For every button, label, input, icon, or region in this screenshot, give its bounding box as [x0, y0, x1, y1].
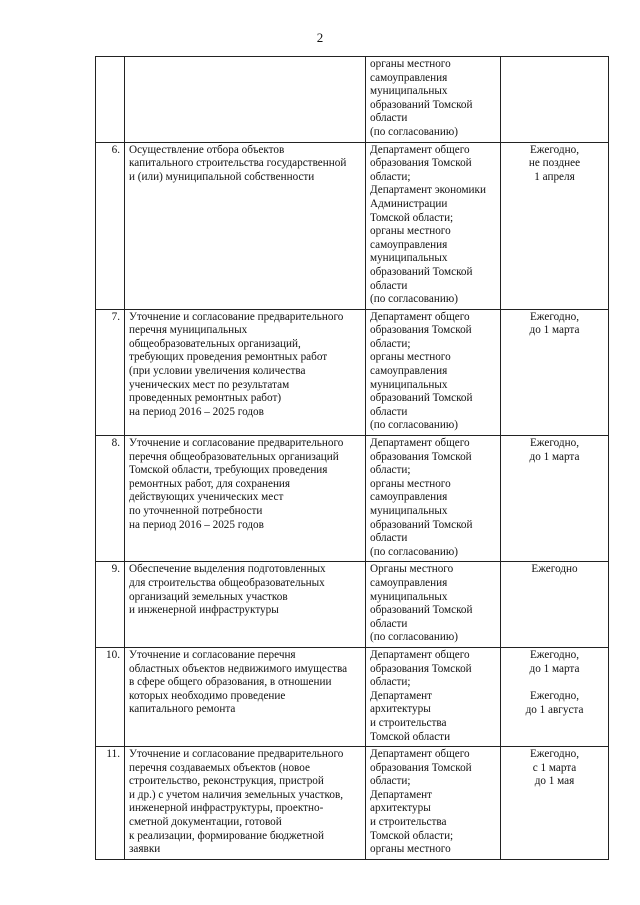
cell-line: Томской области;: [370, 211, 454, 224]
cell-line: и строительства: [370, 816, 447, 829]
cell-line: самоуправления: [370, 491, 448, 504]
cell-line: органы местного: [370, 477, 451, 490]
cell-line: Ежегодно,: [529, 690, 580, 703]
cell-line: области: [370, 405, 408, 418]
cell-line: муниципальных: [370, 378, 448, 391]
cell-line: Ежегодно,: [529, 310, 580, 323]
cell-line: капитального строительства государственной: [129, 157, 347, 170]
row-number-cell: 7.: [96, 309, 125, 435]
cell-line: образований Томской: [370, 518, 473, 531]
action-cell: [125, 142, 366, 309]
page-number: 2: [316, 30, 324, 45]
cell-line: образований Томской: [370, 265, 473, 278]
cell-line: организаций земельных участков: [129, 590, 288, 603]
cell-line: органы местного: [370, 225, 451, 238]
cell-line: и (или) муниципальной собственности: [129, 170, 315, 183]
measures-table: [95, 56, 609, 860]
cell-line: для строительства общеобразовательных: [129, 576, 325, 589]
cell-line: Органы местного: [370, 563, 454, 576]
cell-line: Томской области: [370, 730, 451, 743]
executor-cell: [366, 142, 501, 309]
cell-line: с 1 марта: [532, 761, 577, 774]
cell-line: (по согласованию): [370, 293, 458, 306]
cell-line: области: [370, 532, 408, 545]
cell-line: Департамент общего: [370, 310, 470, 323]
cell-line: (при условии увеличения количества: [129, 365, 306, 378]
executor-cell: [366, 647, 501, 746]
cell-line: перечня муниципальных: [129, 324, 248, 337]
cell-line: области;: [370, 464, 411, 477]
cell-line: (по согласованию): [370, 419, 458, 432]
cell-line: Уточнение и согласование предварительного: [129, 437, 344, 450]
deadline-cell: [501, 309, 609, 435]
cell-line: самоуправления: [370, 71, 448, 84]
cell-line: муниципальных: [370, 505, 448, 517]
cell-line: органы местного: [370, 843, 451, 856]
cell-line: (по согласованию): [370, 545, 458, 558]
row-number-cell: 10.: [96, 647, 125, 746]
row-number-cell: 11.: [96, 747, 125, 860]
cell-line: самоуправления: [370, 238, 448, 251]
cell-line: Осуществление отбора объектов: [129, 143, 285, 156]
table-row: [96, 57, 609, 143]
cell-line: образования Томской: [370, 761, 472, 774]
cell-line: (по согласованию): [370, 125, 458, 138]
cell-line: до 1 марта: [529, 662, 580, 675]
table-row: [96, 309, 609, 435]
cell-line: Ежегодно,: [529, 437, 580, 450]
table-row: [96, 747, 609, 860]
cell-line: Ежегодно,: [529, 748, 580, 761]
action-cell: [125, 647, 366, 746]
cell-line: архитектуры: [370, 703, 431, 716]
cell-line: заявки: [129, 843, 161, 856]
cell-line: области;: [370, 337, 411, 350]
cell-line: инженерной инфраструктуры, проектно-: [129, 802, 324, 815]
deadline-cell: [501, 142, 609, 309]
cell-line: образования Томской: [370, 450, 472, 463]
deadline-cell: [501, 436, 609, 562]
action-cell: [125, 436, 366, 562]
cell-line: до 1 марта: [529, 450, 580, 463]
cell-line: до 1 марта: [529, 324, 580, 337]
cell-line: области;: [370, 170, 411, 183]
row-number-cell: 9.: [96, 562, 125, 648]
table-row: [96, 436, 609, 562]
cell-line: Департамент общего: [370, 437, 470, 450]
cell-line: которых необходимо проведение: [129, 689, 286, 702]
action-cell: [125, 562, 366, 648]
cell-line: муниципальных: [370, 85, 448, 98]
cell-line: общеобразовательных организаций,: [129, 337, 301, 350]
cell-line: 1 апреля: [534, 170, 575, 183]
cell-line: требующих проведения ремонтных работ: [129, 351, 328, 364]
cell-line: муниципальных: [370, 252, 448, 265]
cell-line: и др.) с учетом наличия земельных участков,: [129, 788, 344, 801]
cell-line: самоуправления: [370, 365, 448, 378]
cell-line: муниципальных: [370, 590, 448, 603]
cell-line: Департамент: [370, 788, 433, 801]
cell-line: Уточнение и согласование предварительного: [129, 310, 344, 323]
deadline-cell: [501, 562, 609, 648]
cell-line: области: [370, 279, 408, 292]
cell-line: Томской области, требующих проведения: [129, 464, 328, 477]
cell-line: до 1 мая: [534, 775, 575, 788]
cell-line: образований Томской: [370, 392, 473, 405]
cell-line: и строительства: [370, 716, 447, 729]
cell-line: Уточнение и согласование перечня: [129, 648, 296, 661]
cell-line: проведенных ремонтных работ): [129, 392, 282, 405]
cell-line: области;: [370, 676, 411, 689]
cell-line: образования Томской: [370, 324, 472, 337]
cell-line: перечня общеобразовательных организаций: [129, 450, 339, 463]
cell-line: образования Томской: [370, 662, 472, 675]
row-number-cell: [96, 57, 125, 143]
cell-line: не позднее: [528, 157, 581, 170]
deadline-cell: [501, 57, 609, 143]
cell-line: Ежегодно: [531, 563, 578, 576]
cell-line: и инженерной инфраструктуры: [129, 604, 279, 617]
cell-line: в сфере общего образования, в отношении: [129, 676, 332, 689]
cell-line: по уточненной потребности: [129, 505, 263, 517]
table-row: [96, 647, 609, 746]
cell-line: архитектуры: [370, 802, 431, 815]
cell-line: Уточнение и согласование предварительного: [129, 748, 344, 761]
executor-cell: [366, 436, 501, 562]
cell-line: Департамент: [370, 689, 433, 702]
cell-line: образований Томской: [370, 604, 473, 617]
cell-line: Департамент общего: [370, 648, 470, 661]
row-number-cell: 6.: [96, 142, 125, 309]
deadline-cell: [501, 747, 609, 860]
action-cell: [125, 747, 366, 860]
cell-line: к реализации, формирование бюджетной: [129, 829, 325, 842]
cell-line: сметной документации, готовой: [129, 816, 282, 829]
executor-cell: [366, 747, 501, 860]
cell-line: на период 2016 – 2025 годов: [129, 405, 264, 418]
cell-line: Администрации: [370, 197, 448, 210]
cell-line: Обеспечение выделения подготовленных: [129, 563, 326, 576]
cell-line: (по согласованию): [370, 631, 458, 644]
cell-line: области;: [370, 775, 411, 788]
cell-line: ученических мест по результатам: [129, 378, 290, 391]
action-cell: [125, 57, 366, 143]
cell-line: строительство, реконструкция, пристрой: [129, 775, 324, 788]
cell-line: Департамент общего: [370, 748, 470, 761]
cell-line: до 1 августа: [525, 703, 584, 716]
cell-line: действующих ученических мест: [129, 491, 284, 504]
cell-line: Департамент общего: [370, 143, 470, 156]
cell-line: образований Томской: [370, 98, 473, 111]
cell-line: перечня создаваемых объектов (новое: [129, 761, 310, 774]
cell-line: Ежегодно,: [529, 648, 580, 661]
cell-line: области: [370, 617, 408, 630]
table-row: [96, 562, 609, 648]
cell-line: ремонтных работ, для сохранения: [129, 477, 291, 490]
cell-line: образования Томской: [370, 157, 472, 170]
executor-cell: [366, 309, 501, 435]
cell-line: области: [370, 112, 408, 125]
cell-line: капитального ремонта: [129, 703, 236, 716]
row-number-cell: 8.: [96, 436, 125, 562]
cell-line: самоуправления: [370, 576, 448, 589]
executor-cell: [366, 57, 501, 143]
action-cell: [125, 309, 366, 435]
cell-line: Томской области;: [370, 829, 454, 842]
deadline-cell: [501, 647, 609, 746]
cell-line: [505, 676, 604, 690]
table-row: [96, 142, 609, 309]
cell-line: органы местного: [370, 351, 451, 364]
cell-line: на период 2016 – 2025 годов: [129, 518, 264, 531]
cell-line: Ежегодно,: [529, 143, 580, 156]
cell-line: областных объектов недвижимого имущества: [129, 662, 348, 675]
executor-cell: [366, 562, 501, 648]
cell-line: органы местного: [370, 58, 451, 70]
cell-line: Департамент экономики: [370, 184, 486, 197]
